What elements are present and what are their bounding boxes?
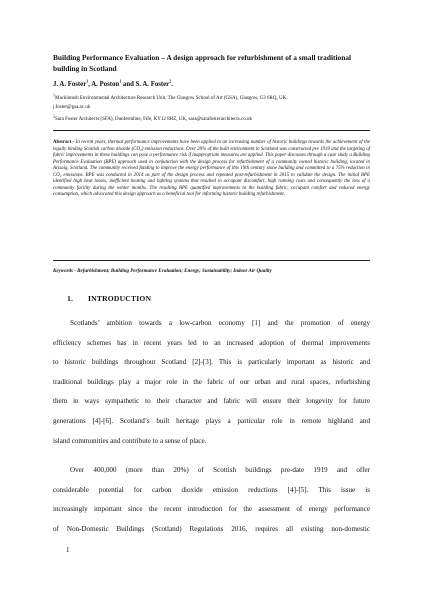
body-paragraph: [53, 461, 370, 539]
text-line: generations [4]-[6]. Scotland’s built heritage plays a particular role in remote highland and: [53, 416, 370, 425]
text-line: island communities and contribute to a sense of place.: [53, 436, 207, 445]
affiliation: $^2$Sara Foster Architects (SFA), Dunfermline, Fife, KY12 8HZ, UK, sara@sarafosterarchitects.co.uk: [53, 113, 252, 122]
text-line: them in ways sympathetic to their character and fabric will ensure their longevity for future: [53, 397, 370, 406]
author-name: S. A. Foster: [135, 81, 170, 88]
affiliation: $^1$Mackintosh Environmental Architecture Research Unit, The Glasgow School of Art (GSA), Glasgow, G3 6RQ, UK.: [53, 92, 288, 101]
author-list: J. A. Foster$^1$, A. Poston$^1$ and S. A. Foster$^2$.: [53, 78, 173, 88]
author-name: J. A. Foster: [53, 81, 87, 88]
text-line: to historic buildings throughout Scotland [2]-[3]. This is particularly important as historic and: [53, 358, 370, 367]
author-affiliation-mark: 1: [86, 78, 89, 84]
text-line: traditional buildings play a major role in the fabric of our urban and rural spaces, refurbishing: [53, 377, 370, 386]
divider: [53, 260, 370, 261]
divider: [53, 130, 370, 131]
paper-title: Building Performance Evaluation – A design approach for refurbishment of a small traditional building in Scotland: [53, 53, 352, 73]
text-line: considerable potential for carbon dioxide emission reductions [4]-[5]. This issue is: [53, 485, 370, 494]
author-affiliation-mark: 2: [169, 78, 172, 84]
author-name: A. Poston: [91, 81, 120, 88]
affiliation-email[interactable]: j.foster@gsa.ac.uk: [53, 105, 91, 110]
text-line: of Non-Domestic Buildings (Scotland) Regulations 2016, requires all existing non-domestic: [53, 524, 370, 533]
section-heading: [67, 294, 151, 303]
body-paragraph: [53, 314, 370, 451]
abstract-text: In recent years, thermal performance improvements have been applied to an increasing number of historic buildings towards the achievement of the legally binding Scottish carbon dioxide (CO₂) emission reductions. Over 20% of the built environment in Scotland was constructed pre 1919 and the targeting of fabric improvements in these buildings can pose a performance risk if inappropriate measures are applied. This paper discusses through a case study a Building Performance Evaluation (BPE) approach used in conjunction with the design process for refurbishment of a community owned historic building, located in Arisaig, Scotland. The community received funding to improve the energy performance of this 19th century stone building and committed to a 75% reduction in CO₂ emissions. BPE was conducted in 2014 as part of the design process and repeated post-refurbishment in 2015 to validate the design. The initial BPE identified high heat losses, inefficient heating and lighting systems that resulted in occupant discomfort, high running costs and consequently the loss of a community facility during the winter months. The resulting BPE quantified improvements to the building fabric, occupant comfort and reduced energy consumption, which advocated this design approach as a beneficial tool for informing historic building refurbishment.: [53, 140, 370, 198]
text-line: Over 400,000 (more than 20%) of Scottish buildings pre-date 1919 and offer: [70, 466, 370, 474]
page-number: 1: [66, 546, 70, 554]
section-number: 1.: [67, 294, 74, 303]
abstract-label: Abstract -: [53, 140, 75, 145]
text-line: increasingly important since the recent introduction for the assessment of energy performance: [53, 505, 370, 514]
abstract: [53, 140, 370, 199]
keywords: Keywords - Refurbishment; Building Performance Evaluation; Energy; Sustainability; Indoor Air Quality: [53, 269, 272, 274]
text-line: efficiency schemes has in recent years led to an increased adoption of thermal improvements: [53, 338, 370, 347]
author-affiliation-mark: 1: [119, 78, 122, 84]
text-line: Scotlands’ ambition towards a low-carbon economy [1] and the promotion of energy: [70, 319, 370, 327]
section-title: INTRODUCTION: [88, 294, 152, 303]
